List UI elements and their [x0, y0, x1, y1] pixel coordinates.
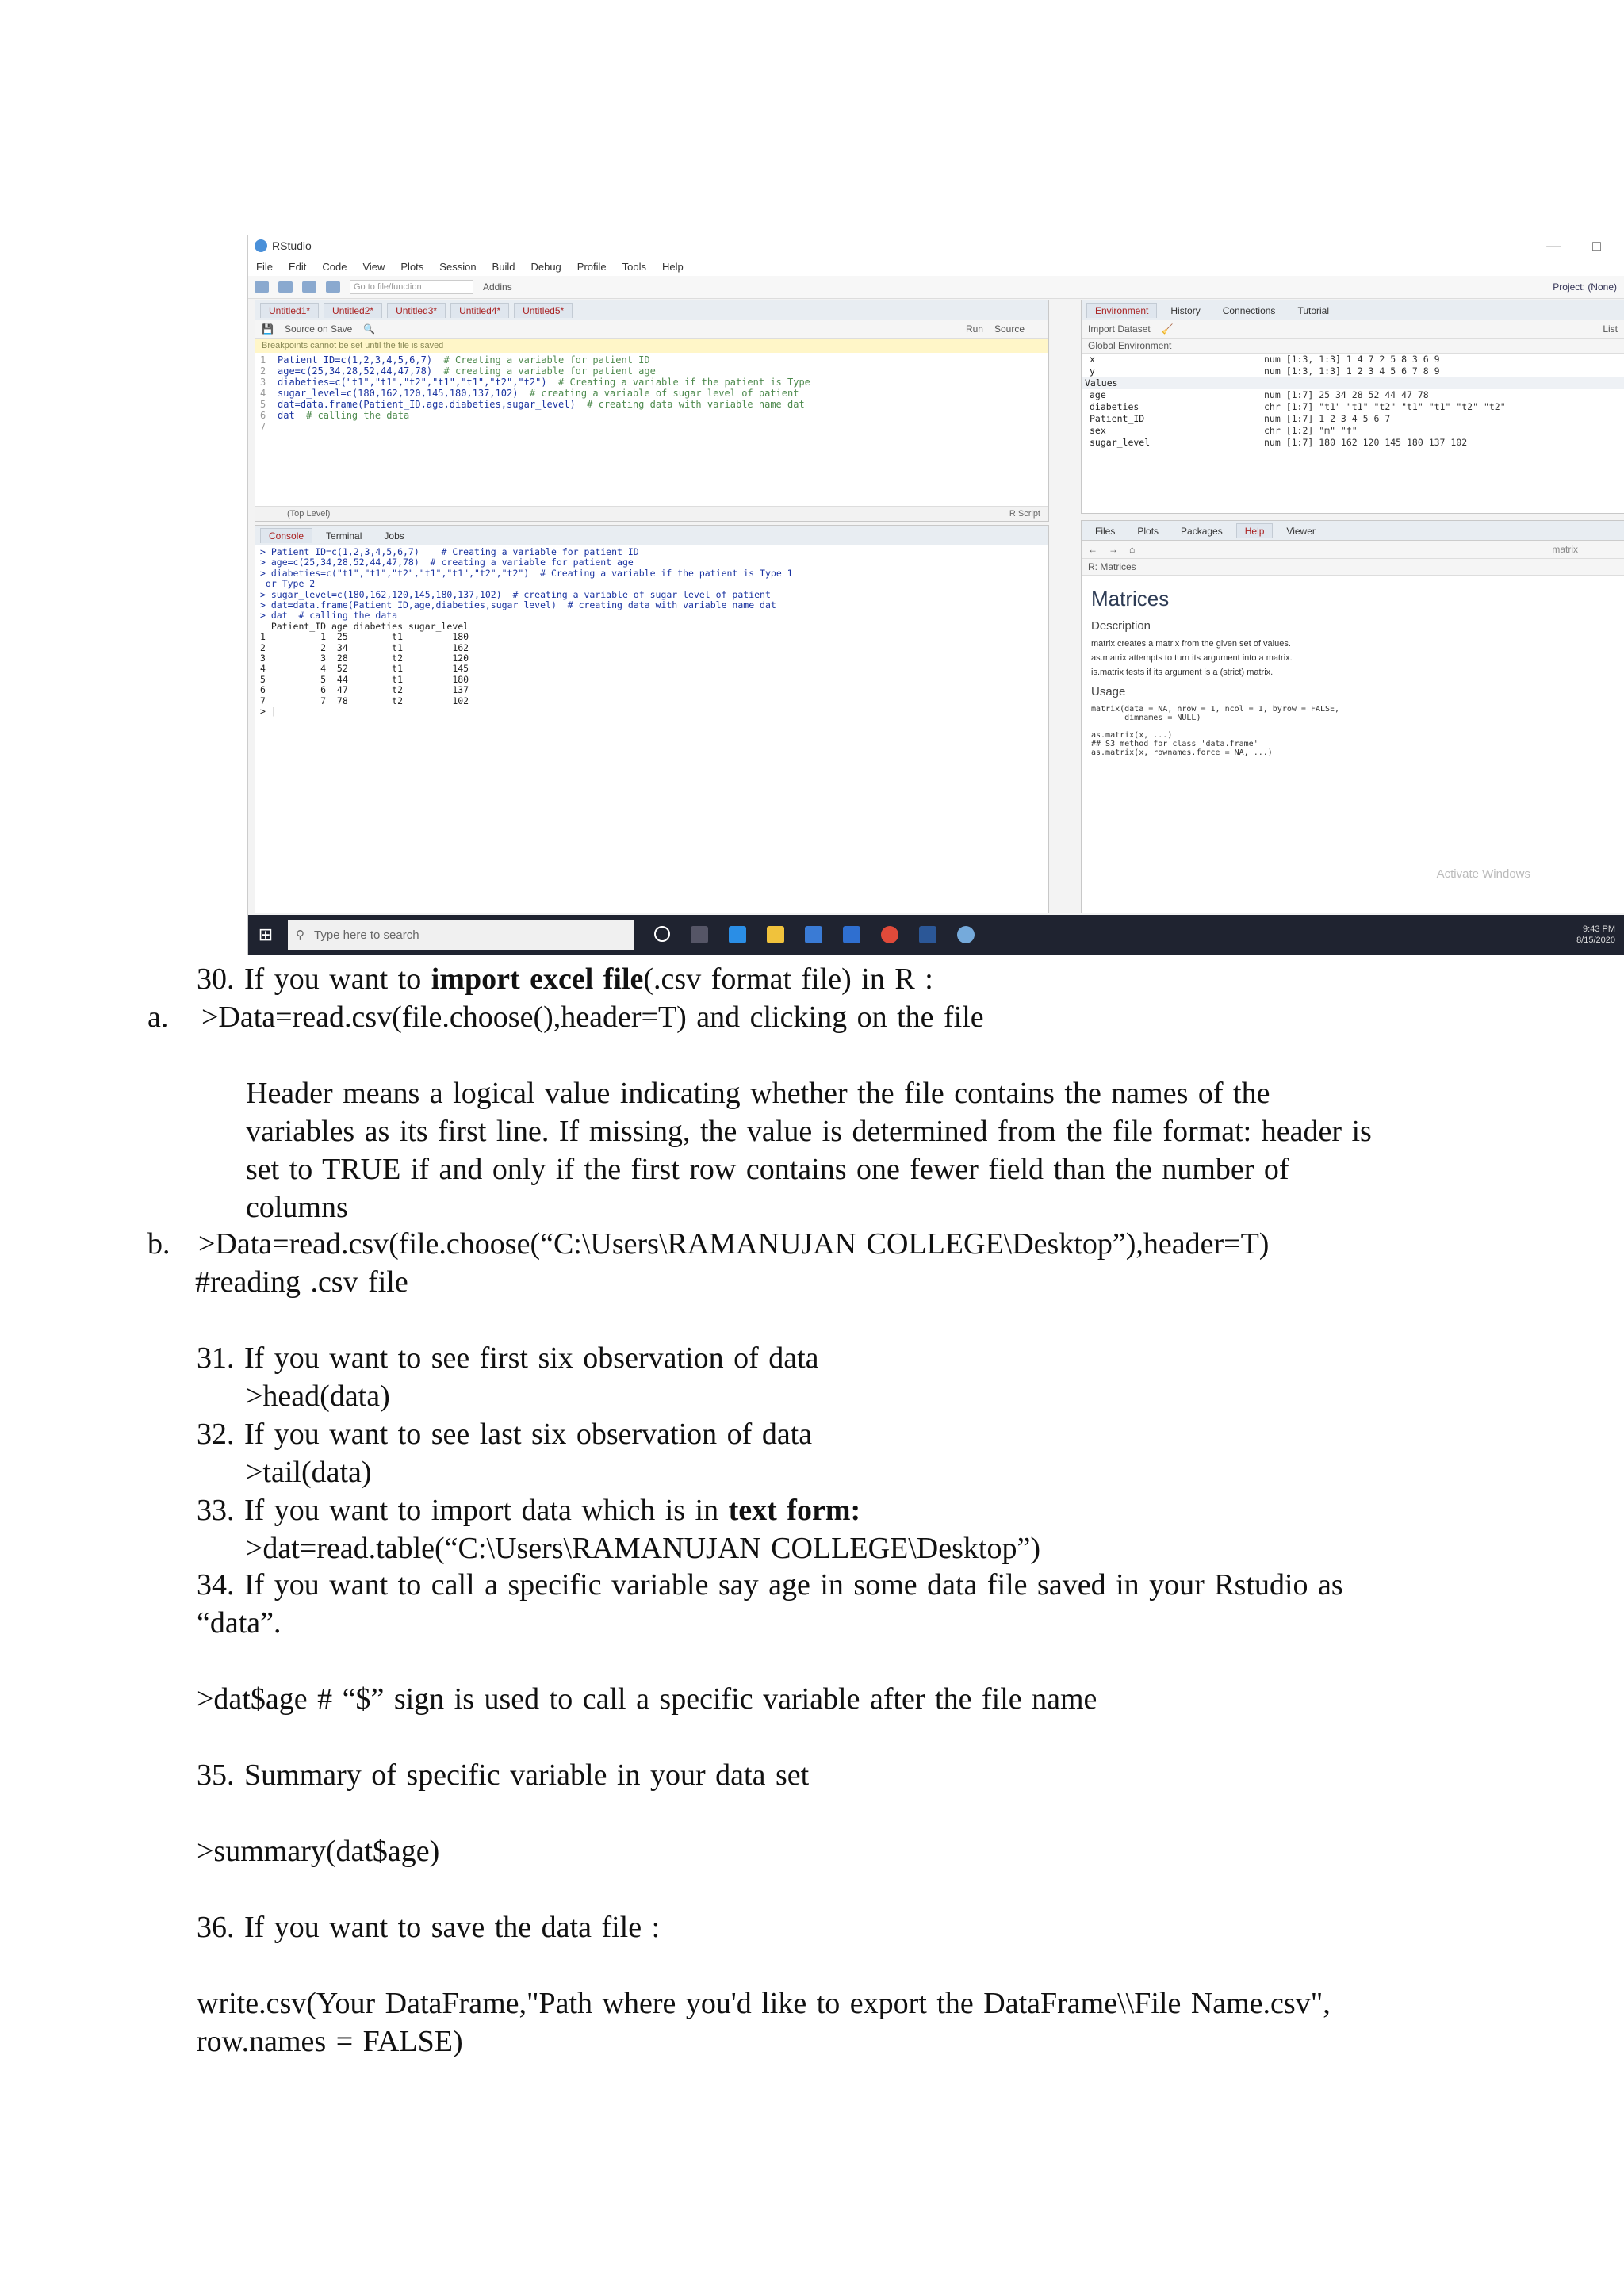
source-pane — [255, 300, 1049, 522]
file-type-indicator[interactable]: R Script — [1009, 509, 1040, 519]
minimize-icon[interactable]: — — [1546, 237, 1561, 254]
code-text: dat=data.frame(Patient_ID,age,diabeties,sugar_level) — [278, 399, 588, 410]
code-line — [260, 365, 1044, 377]
console-output-line: 1 1 25 t1 180 — [260, 631, 469, 643]
console-output-line: 3 3 28 t2 120 — [260, 652, 469, 664]
search-icon: ⚲ — [296, 928, 304, 942]
menu-item-session[interactable]: Session — [439, 260, 477, 273]
clock-date: 8/15/2020 — [1576, 936, 1615, 945]
console-line: > sugar_level=c(180,162,120,145,180,137,102) # creating a variable of sugar level of patient — [260, 588, 771, 600]
variable-name: diabeties — [1090, 401, 1139, 412]
menu-item-edit[interactable]: Edit — [288, 260, 307, 273]
menu-item-file[interactable]: File — [256, 260, 273, 273]
file-explorer-icon[interactable] — [767, 926, 784, 943]
line-number: 6 — [260, 410, 266, 421]
item-34-line2: “data”. — [197, 1606, 282, 1640]
goto-file-input[interactable]: Go to file/function — [350, 280, 473, 294]
console-tab[interactable]: Terminal — [326, 530, 362, 541]
console-line: > Patient_ID=c(1,2,3,4,5,6,7) # Creating a variable for patient ID — [260, 546, 639, 557]
variable-name: sugar_level — [1090, 437, 1151, 448]
window-controls — [1546, 238, 1624, 254]
variable-value: num [1:3, 1:3] 1 4 7 2 5 8 3 6 9 — [1264, 354, 1440, 365]
maximize-icon[interactable]: □ — [1592, 237, 1601, 254]
help-usage-heading: Usage — [1091, 685, 1126, 698]
console-line: > age=c(25,34,28,52,44,47,78) # creating a variable for patient age — [260, 557, 634, 568]
variable-name: y — [1090, 365, 1095, 377]
line-number: 3 — [260, 377, 266, 388]
help-desc-line: matrix creates a matrix from the given set of values. — [1091, 639, 1291, 649]
environment-tab[interactable]: Tutorial — [1297, 304, 1330, 316]
code-text: sugar_level=c(180,162,120,145,180,137,102) — [278, 388, 530, 399]
item-b-comment: #reading .csv file — [195, 1265, 408, 1299]
menu-item-tools[interactable]: Tools — [622, 260, 646, 273]
list-view-button[interactable]: List — [1603, 323, 1618, 335]
environment-pane — [1081, 300, 1624, 514]
editor-tab[interactable]: Untitled3* — [387, 303, 446, 318]
code-editor[interactable] — [255, 353, 1048, 434]
menu-item-debug[interactable]: Debug — [530, 260, 561, 273]
files-tab[interactable]: Plots — [1137, 525, 1159, 537]
variable-value: chr [1:2] "m" "f" — [1264, 425, 1358, 436]
item-32: 32. If you want to see last six observation of data — [197, 1418, 813, 1451]
source-button[interactable]: Source — [994, 323, 1025, 335]
environment-row[interactable] — [1082, 425, 1624, 437]
console-tab[interactable]: Console — [260, 528, 312, 543]
rstudio-logo-icon — [255, 239, 267, 252]
environment-row[interactable] — [1082, 437, 1624, 449]
console-tab[interactable]: Jobs — [384, 530, 404, 541]
task-view-icon[interactable] — [691, 926, 708, 943]
windows-start-icon[interactable]: ⊞ — [258, 924, 274, 944]
item-31-code: >head(data) — [246, 1380, 390, 1413]
code-comment: # creating data with variable name dat — [587, 399, 805, 410]
code-text: Patient_ID=c(1,2,3,4,5,6,7) — [278, 354, 444, 365]
line-number: 2 — [260, 365, 266, 377]
code-comment: # calling the data — [306, 410, 410, 421]
scope-indicator[interactable]: (Top Level) — [287, 509, 331, 519]
header-paragraph-line: set to TRUE if and only if the first row contains one fewer field than the number of — [246, 1153, 1289, 1186]
variable-name: sex — [1090, 425, 1106, 436]
help-desc-line: is.matrix tests if its argument is a (strict) matrix. — [1091, 668, 1274, 677]
item-34-line1: 34. If you want to call a specific variable say age in some data file saved in your Rstudio as — [197, 1568, 1343, 1601]
broom-icon[interactable]: 🧹 — [1161, 323, 1174, 335]
item-30-text: 30. If you want to — [197, 962, 431, 996]
console-output[interactable] — [255, 545, 1048, 719]
help-topic-select[interactable]: R: Matrices — [1088, 561, 1136, 572]
header-paragraph-line: variables as its first line. If missing, the value is determined from the file format: header is — [246, 1115, 1372, 1148]
environment-tab[interactable]: History — [1170, 304, 1201, 316]
system-clock[interactable] — [1576, 924, 1624, 946]
chrome-icon[interactable] — [881, 926, 898, 943]
store-icon[interactable] — [805, 926, 822, 943]
new-file-icon[interactable] — [255, 281, 269, 293]
breakpoint-warning: Breakpoints cannot be set until the file is saved — [255, 339, 1048, 353]
code-text: dat — [278, 410, 307, 421]
rstudio-screenshot — [247, 235, 1624, 955]
help-pane — [1081, 520, 1624, 913]
item-b-text: >Data=read.csv(file.choose(“C:\Users\RAMANUJAN COLLEGE\Desktop”),header=T) — [198, 1227, 1270, 1261]
environment-row[interactable] — [1082, 354, 1624, 365]
files-tab[interactable]: Help — [1236, 523, 1274, 538]
editor-status-bar — [255, 506, 1048, 521]
activate-windows-watermark: Activate Windows — [1436, 867, 1530, 881]
item-30-tail: (.csv format file) in R : — [643, 962, 933, 996]
console-line: > dat # calling the data — [260, 610, 398, 622]
header-paragraph-line: Header means a logical value indicating whether the file contains the names of the — [246, 1077, 1270, 1110]
code-comment: # creating a variable of sugar level of patient — [529, 388, 799, 399]
console-line: > diabeties=c("t1","t1","t2","t1","t1","t2","t2") # Creating a variable if the patient is Type 1 — [260, 567, 793, 579]
home-icon[interactable]: ⌂ — [1129, 544, 1136, 555]
main-toolbar — [248, 276, 1624, 299]
editor-tabs — [255, 300, 1048, 320]
back-arrow-icon[interactable]: ← — [1088, 544, 1097, 555]
console-output-line: 4 4 52 t1 145 — [260, 663, 469, 675]
header-paragraph-line: columns — [246, 1191, 348, 1224]
project-menu[interactable]: Project: (None) — [1553, 281, 1617, 293]
source-on-save-checkbox[interactable]: Source on Save — [284, 323, 353, 335]
menu-item-help[interactable]: Help — [662, 260, 684, 273]
item-33-text: 33. If you want to import data which is in — [197, 1494, 729, 1527]
global-env-select[interactable]: Global Environment — [1088, 340, 1172, 351]
code-line — [260, 388, 1044, 399]
console-output-line: 5 5 44 t1 180 — [260, 673, 469, 685]
item-30-bold: import excel file — [431, 962, 644, 996]
files-tabs — [1082, 521, 1624, 541]
taskbar-apps — [654, 926, 975, 943]
item-31: 31. If you want to see first six observation of data — [197, 1341, 819, 1375]
environment-row[interactable] — [1082, 389, 1624, 401]
environment-tab[interactable]: Environment — [1086, 303, 1157, 318]
help-breadcrumb-bar — [1082, 559, 1624, 576]
menu-bar — [248, 257, 1624, 276]
environment-row[interactable] — [1082, 413, 1624, 425]
values-header: Values — [1082, 377, 1624, 389]
line-number: 5 — [260, 399, 266, 410]
editor-tab[interactable]: Untitled4* — [450, 303, 509, 318]
search-icon[interactable]: 🔍 — [363, 323, 376, 335]
taskbar-search-input[interactable] — [288, 920, 634, 950]
word-icon[interactable] — [919, 926, 936, 943]
code-line — [260, 421, 1044, 432]
item-30 — [197, 960, 933, 998]
variable-value: num [1:7] 1 2 3 4 5 6 7 — [1264, 413, 1391, 424]
console-output-line: > | — [260, 706, 277, 718]
console-tabs — [255, 526, 1048, 545]
help-toolbar — [1082, 541, 1624, 559]
variable-name: age — [1090, 389, 1106, 400]
code-text: age=c(25,34,28,52,44,47,78) — [278, 365, 444, 377]
taskbar-search-placeholder: Type here to search — [314, 928, 419, 942]
variable-value: chr [1:7] "t1" "t1" "t2" "t1" "t1" "t2" "t2" — [1264, 401, 1506, 412]
line-number: 4 — [260, 388, 266, 399]
item-36: 36. If you want to save the data file : — [197, 1911, 661, 1944]
console-line: > dat=data.frame(Patient_ID,age,diabeties,sugar_level) # creating data with variable name dat — [260, 599, 776, 611]
menu-item-code[interactable]: Code — [322, 260, 347, 273]
menu-item-view[interactable]: View — [362, 260, 385, 273]
code-line — [260, 410, 1044, 421]
code-line — [260, 354, 1044, 365]
console-output-line: 6 6 47 t2 137 — [260, 684, 469, 696]
rstudio-taskbar-icon[interactable] — [957, 926, 975, 943]
global-env-bar — [1082, 339, 1624, 354]
console-line: or Type 2 — [260, 578, 316, 590]
help-content — [1082, 576, 1624, 762]
code-comment: # Creating a variable if the patient is Type — [558, 377, 810, 388]
clock-time: 9:43 PM — [1583, 924, 1615, 934]
code-text: diabeties=c("t1","t1","t2","t1","t1","t2","t2") — [278, 377, 559, 388]
item-36-code-line1: write.csv(Your DataFrame,"Path where you'd like to export the DataFrame\\File Name.csv", — [197, 1987, 1331, 2020]
menu-item-build[interactable]: Build — [492, 260, 515, 273]
menu-item-plots[interactable]: Plots — [400, 260, 424, 273]
save-icon[interactable] — [302, 281, 316, 293]
help-search-input[interactable]: matrix — [1552, 544, 1578, 555]
files-tab[interactable]: Packages — [1181, 525, 1223, 537]
forward-arrow-icon[interactable]: → — [1109, 544, 1118, 555]
environment-row[interactable] — [1082, 365, 1624, 377]
line-number: 1 — [260, 354, 266, 365]
item-32-code: >tail(data) — [246, 1456, 372, 1489]
variable-name: Patient_ID — [1090, 413, 1145, 424]
files-tab[interactable]: Viewer — [1286, 525, 1316, 537]
code-comment: # creating a variable for patient age — [443, 365, 656, 377]
code-comment: # Creating a variable for patient ID — [443, 354, 650, 365]
environment-row[interactable] — [1082, 401, 1624, 413]
addins-menu[interactable]: Addins — [483, 281, 512, 293]
variable-value: num [1:3, 1:3] 1 2 3 4 5 6 7 8 9 — [1264, 365, 1440, 377]
code-line — [260, 377, 1044, 388]
edge-icon[interactable] — [729, 926, 746, 943]
files-tab[interactable]: Files — [1095, 525, 1116, 537]
environment-values-list — [1082, 389, 1624, 449]
item-35-code: >summary(dat$age) — [197, 1835, 440, 1868]
item-a-label: a. — [147, 1001, 169, 1034]
console-output-line: 7 7 78 t2 102 — [260, 695, 469, 706]
help-desc-line: as.matrix attempts to turn its argument into a matrix. — [1091, 653, 1293, 663]
editor-tab[interactable]: Untitled5* — [514, 303, 573, 318]
cortana-icon[interactable] — [654, 926, 670, 942]
import-dataset-button[interactable]: Import Dataset — [1088, 323, 1151, 335]
item-35: 35. Summary of specific variable in your data set — [197, 1758, 810, 1792]
editor-toolbar — [255, 320, 1048, 339]
app-title: RStudio — [272, 239, 312, 252]
mail-icon[interactable] — [843, 926, 860, 943]
title-bar — [248, 235, 1624, 257]
item-a-text: >Data=read.csv(file.choose(),header=T) and clicking on the file — [201, 1001, 984, 1034]
menu-item-profile[interactable]: Profile — [576, 260, 607, 273]
line-number: 7 — [260, 421, 266, 432]
editor-tab[interactable]: Untitled2* — [324, 303, 382, 318]
console-pane — [255, 525, 1049, 913]
open-project-icon[interactable] — [278, 281, 293, 293]
save-all-icon[interactable] — [326, 281, 340, 293]
console-output-line: 2 2 34 t1 162 — [260, 641, 469, 653]
item-33-code: >dat=read.table(“C:\Users\RAMANUJAN COLLEGE\Desktop”) — [246, 1532, 1040, 1565]
help-title: Matrices — [1091, 587, 1170, 610]
item-33-bold: text form: — [728, 1494, 861, 1527]
environment-toolbar — [1082, 320, 1624, 339]
run-button[interactable]: Run — [965, 323, 983, 335]
editor-tab[interactable]: Untitled1* — [260, 303, 319, 318]
variable-name: x — [1090, 354, 1095, 365]
environment-data-list — [1082, 354, 1624, 377]
item-b-label: b. — [147, 1227, 170, 1261]
console-output-line: Patient_ID age diabeties sugar_level — [260, 620, 469, 632]
windows-taskbar — [248, 915, 1624, 955]
environment-tabs — [1082, 300, 1624, 320]
environment-tab[interactable]: Connections — [1222, 304, 1276, 316]
variable-value: num [1:7] 180 162 120 145 180 137 102 — [1264, 437, 1468, 448]
item-34-code: >dat$age # “$” sign is used to call a specific variable after the file name — [197, 1682, 1097, 1716]
variable-value: num [1:7] 25 34 28 52 44 47 78 — [1264, 389, 1429, 400]
help-usage-code: matrix(data = NA, nrow = 1, ncol = 1, byrow = FALSE, dimnames = NULL) as.matrix(x, ...) ## S3 method for class 'data.frame' as.matrix(x, rownames.force = NA, ...) — [1091, 705, 1340, 757]
save-file-icon[interactable]: 💾 — [262, 323, 274, 335]
item-33 — [197, 1491, 860, 1529]
item-36-code-line2: row.names = FALSE) — [197, 2025, 463, 2058]
code-line — [260, 399, 1044, 410]
help-description-heading: Description — [1091, 619, 1151, 633]
